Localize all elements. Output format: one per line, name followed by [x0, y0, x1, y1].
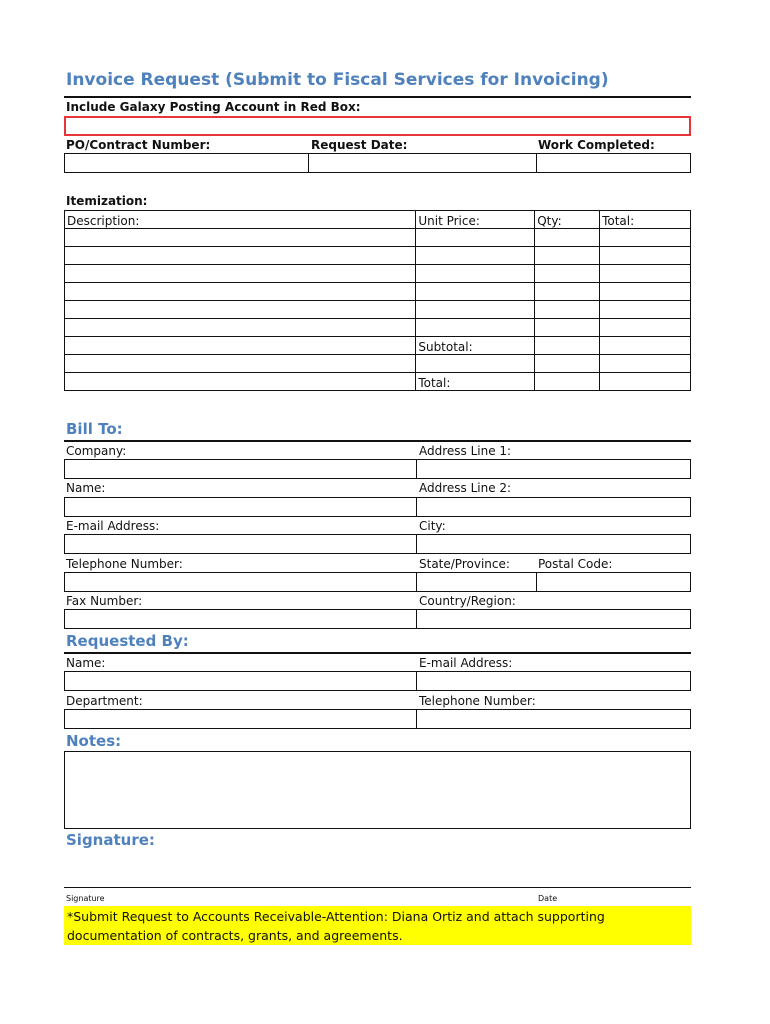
- requested-by-divider: [64, 652, 691, 654]
- unit-price-cell[interactable]: [416, 355, 535, 373]
- unit-price-cell[interactable]: [416, 229, 535, 247]
- table-row[interactable]: [65, 301, 691, 319]
- description-cell[interactable]: [65, 283, 416, 301]
- bill-name-field[interactable]: [64, 497, 417, 517]
- city-field[interactable]: [416, 534, 691, 554]
- galaxy-account-label: Include Galaxy Posting Account in Red Box:: [66, 100, 361, 114]
- unit-price-cell[interactable]: [416, 265, 535, 283]
- total-cell[interactable]: [600, 355, 691, 373]
- signature-caption: Signature: [66, 894, 105, 903]
- signature-line[interactable]: [64, 887, 691, 888]
- description-cell[interactable]: [65, 265, 416, 283]
- description-cell[interactable]: [65, 301, 416, 319]
- bill-name-label: Name:: [66, 481, 106, 495]
- unit-price-header: Unit Price:: [416, 211, 535, 229]
- fax-number-label: Fax Number:: [66, 594, 143, 608]
- address-line2-label: Address Line 2:: [419, 481, 512, 495]
- requester-email-label: E-mail Address:: [419, 656, 513, 670]
- bill-telephone-label: Telephone Number:: [66, 557, 183, 571]
- qty-cell[interactable]: [535, 319, 600, 337]
- description-cell[interactable]: [65, 229, 416, 247]
- unit-price-cell[interactable]: [416, 301, 535, 319]
- qty-cell[interactable]: [535, 355, 600, 373]
- table-row[interactable]: [65, 247, 691, 265]
- table-row[interactable]: [65, 319, 691, 337]
- request-date-label: Request Date:: [311, 138, 408, 152]
- total-cell[interactable]: [600, 283, 691, 301]
- bill-email-field[interactable]: [64, 534, 417, 554]
- itemization-label: Itemization:: [66, 194, 148, 208]
- qty-header: Qty:: [535, 211, 600, 229]
- bill-to-heading: Bill To:: [66, 420, 123, 438]
- bill-telephone-field[interactable]: [64, 572, 417, 592]
- total-header: Total:: [600, 211, 691, 229]
- postal-code-field[interactable]: [536, 572, 691, 592]
- requester-name-field[interactable]: [64, 671, 417, 691]
- bill-email-label: E-mail Address:: [66, 519, 160, 533]
- page-title: Invoice Request (Submit to Fiscal Services for Invoicing): [66, 70, 609, 90]
- work-completed-field[interactable]: [536, 153, 691, 173]
- total-cell[interactable]: [600, 301, 691, 319]
- requester-telephone-field[interactable]: [416, 709, 691, 729]
- grand-total-value-cell[interactable]: [600, 373, 691, 391]
- requester-email-field[interactable]: [416, 671, 691, 691]
- table-row[interactable]: [65, 265, 691, 283]
- department-label: Department:: [66, 694, 143, 708]
- request-date-field[interactable]: [308, 153, 537, 173]
- po-contract-field[interactable]: [64, 153, 309, 173]
- qty-cell[interactable]: [535, 301, 600, 319]
- description-cell[interactable]: [65, 337, 416, 355]
- address-line1-label: Address Line 1:: [419, 444, 512, 458]
- unit-price-cell[interactable]: [416, 247, 535, 265]
- signature-heading: Signature:: [66, 831, 155, 849]
- requester-telephone-label: Telephone Number:: [419, 694, 536, 708]
- table-row[interactable]: [65, 337, 691, 355]
- state-province-field[interactable]: [416, 572, 537, 592]
- total-cell[interactable]: [600, 265, 691, 283]
- unit-price-cell[interactable]: [416, 283, 535, 301]
- subtotal-value-cell[interactable]: [600, 337, 691, 355]
- table-row[interactable]: [65, 229, 691, 247]
- table-row[interactable]: [65, 283, 691, 301]
- qty-cell[interactable]: [535, 373, 600, 391]
- qty-cell[interactable]: [535, 337, 600, 355]
- description-cell[interactable]: [65, 355, 416, 373]
- galaxy-account-field[interactable]: [64, 116, 691, 136]
- company-label: Company:: [66, 444, 127, 458]
- unit-price-cell[interactable]: [416, 319, 535, 337]
- submission-note: *Submit Request to Accounts Receivable-Attention: Diana Ortiz and attach supporting documentation of contracts, grants, and agreements.: [64, 906, 691, 945]
- qty-cell[interactable]: [535, 247, 600, 265]
- requester-name-label: Name:: [66, 656, 106, 670]
- bill-to-divider: [64, 440, 691, 442]
- total-cell[interactable]: [600, 247, 691, 265]
- country-region-field[interactable]: [416, 609, 691, 629]
- subtotal-label: Subtotal:: [416, 337, 535, 355]
- postal-code-label: Postal Code:: [538, 557, 613, 571]
- grand-total-label: Total:: [416, 373, 535, 391]
- state-province-label: State/Province:: [419, 557, 510, 571]
- country-region-label: Country/Region:: [419, 594, 516, 608]
- title-divider: [64, 96, 691, 98]
- itemization-table: [64, 210, 691, 391]
- qty-cell[interactable]: [535, 265, 600, 283]
- po-contract-label: PO/Contract Number:: [66, 138, 211, 152]
- work-completed-label: Work Completed:: [538, 138, 655, 152]
- description-cell[interactable]: [65, 373, 416, 391]
- address-line2-field[interactable]: [416, 497, 691, 517]
- description-cell[interactable]: [65, 319, 416, 337]
- table-row[interactable]: [65, 373, 691, 391]
- table-header-row: [65, 211, 691, 229]
- date-caption: Date: [538, 894, 558, 903]
- total-cell[interactable]: [600, 229, 691, 247]
- notes-field[interactable]: [64, 751, 691, 829]
- table-row[interactable]: [65, 355, 691, 373]
- total-cell[interactable]: [600, 319, 691, 337]
- requested-by-heading: Requested By:: [66, 632, 189, 650]
- notes-heading: Notes:: [66, 732, 122, 750]
- qty-cell[interactable]: [535, 283, 600, 301]
- description-header: Description:: [65, 211, 416, 229]
- fax-number-field[interactable]: [64, 609, 417, 629]
- qty-cell[interactable]: [535, 229, 600, 247]
- department-field[interactable]: [64, 709, 417, 729]
- address-line1-field[interactable]: [416, 459, 691, 479]
- company-field[interactable]: [64, 459, 417, 479]
- description-cell[interactable]: [65, 247, 416, 265]
- city-label: City:: [419, 519, 446, 533]
